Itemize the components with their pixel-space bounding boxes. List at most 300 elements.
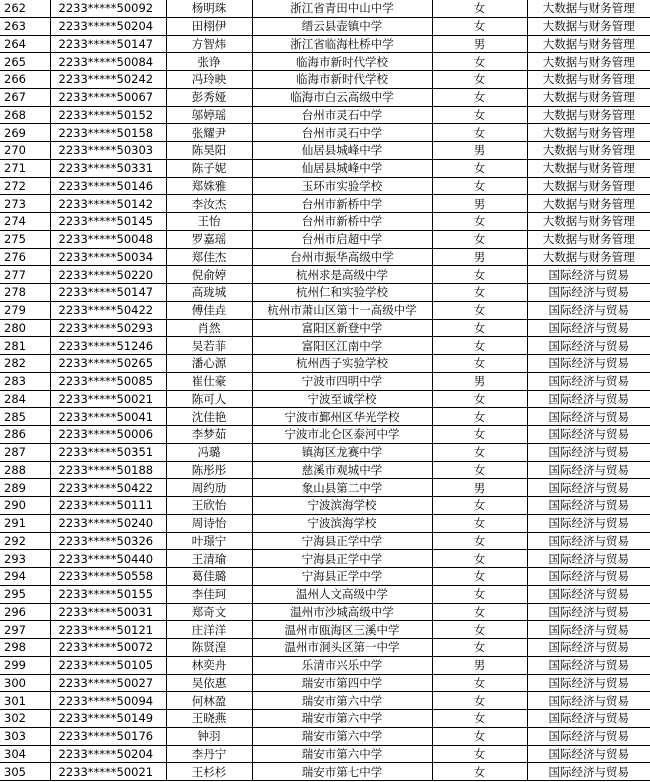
cell-major: 大数据与财务管理 <box>527 124 650 142</box>
table-row <box>0 763 650 781</box>
table-row <box>0 390 650 408</box>
cell-candidate-id: 2233*****50558 <box>50 568 166 586</box>
cell-candidate-id: 2233*****50142 <box>50 195 166 213</box>
cell-gender: 女 <box>432 710 527 728</box>
table-row <box>0 230 650 248</box>
cell-serial-number: 273 <box>0 195 50 213</box>
cell-candidate-id: 2233*****50331 <box>50 159 166 177</box>
cell-school: 台州市启超中学 <box>252 230 432 248</box>
cell-major: 国际经济与贸易 <box>527 692 650 710</box>
cell-candidate-id: 2233*****50121 <box>50 621 166 639</box>
cell-gender: 女 <box>432 497 527 515</box>
cell-student-name: 王清瑜 <box>166 550 252 568</box>
cell-student-name: 张诤 <box>166 53 252 71</box>
cell-school: 杭州西子实验学校 <box>252 355 432 373</box>
table-row <box>0 426 650 444</box>
cell-student-name: 吴若菲 <box>166 337 252 355</box>
cell-school: 临海市新时代学校 <box>252 53 432 71</box>
cell-school: 乐清市兴乐中学 <box>252 656 432 674</box>
cell-gender: 女 <box>432 763 527 781</box>
cell-school: 仙居县城峰中学 <box>252 142 432 160</box>
cell-serial-number: 301 <box>0 692 50 710</box>
cell-gender: 女 <box>432 88 527 106</box>
cell-gender: 女 <box>432 585 527 603</box>
table-row <box>0 639 650 657</box>
cell-serial-number: 272 <box>0 177 50 195</box>
cell-gender: 女 <box>432 337 527 355</box>
cell-serial-number: 285 <box>0 408 50 426</box>
cell-school: 台州市新桥中学 <box>252 213 432 231</box>
cell-gender: 女 <box>432 284 527 302</box>
cell-major: 大数据与财务管理 <box>527 159 650 177</box>
cell-serial-number: 276 <box>0 248 50 266</box>
cell-student-name: 冯玲映 <box>166 71 252 89</box>
table-row <box>0 53 650 71</box>
cell-student-name: 傅佳垚 <box>166 301 252 319</box>
cell-serial-number: 271 <box>0 159 50 177</box>
cell-serial-number: 290 <box>0 497 50 515</box>
cell-major: 国际经济与贸易 <box>527 603 650 621</box>
table-row <box>0 17 650 35</box>
cell-serial-number: 293 <box>0 550 50 568</box>
cell-student-name: 陈可人 <box>166 390 252 408</box>
cell-serial-number: 281 <box>0 337 50 355</box>
cell-gender: 男 <box>432 656 527 674</box>
cell-candidate-id: 2233*****50188 <box>50 461 166 479</box>
table-row <box>0 656 650 674</box>
cell-major: 大数据与财务管理 <box>527 177 650 195</box>
cell-gender: 女 <box>432 621 527 639</box>
cell-student-name: 田栩伊 <box>166 17 252 35</box>
cell-student-name: 何林盈 <box>166 692 252 710</box>
cell-major: 国际经济与贸易 <box>527 514 650 532</box>
cell-candidate-id: 2233*****50034 <box>50 248 166 266</box>
cell-major: 国际经济与贸易 <box>527 461 650 479</box>
cell-gender: 男 <box>432 248 527 266</box>
cell-serial-number: 284 <box>0 390 50 408</box>
cell-major: 大数据与财务管理 <box>527 35 650 53</box>
table-row <box>0 284 650 302</box>
cell-school: 杭州仁和实验学校 <box>252 284 432 302</box>
table-row <box>0 213 650 231</box>
cell-school: 台州市振华高级中学 <box>252 248 432 266</box>
cell-student-name: 王杉杉 <box>166 763 252 781</box>
cell-gender: 女 <box>432 745 527 763</box>
cell-school: 台州市灵石中学 <box>252 106 432 124</box>
cell-school: 临海市白云高级中学 <box>252 88 432 106</box>
cell-gender: 女 <box>432 17 527 35</box>
cell-serial-number: 298 <box>0 639 50 657</box>
table-row <box>0 319 650 337</box>
cell-school: 瑞安市第六中学 <box>252 745 432 763</box>
cell-student-name: 潘心源 <box>166 355 252 373</box>
cell-student-name: 钟羽 <box>166 727 252 745</box>
table-row <box>0 159 650 177</box>
cell-serial-number: 289 <box>0 479 50 497</box>
cell-student-name: 王怡 <box>166 213 252 231</box>
cell-student-name: 王晓燕 <box>166 710 252 728</box>
table-row <box>0 195 650 213</box>
cell-student-name: 彭秀娅 <box>166 88 252 106</box>
cell-candidate-id: 2233*****51246 <box>50 337 166 355</box>
cell-candidate-id: 2233*****50006 <box>50 426 166 444</box>
table-row <box>0 337 650 355</box>
cell-candidate-id: 2233*****50145 <box>50 213 166 231</box>
cell-major: 国际经济与贸易 <box>527 497 650 515</box>
cell-candidate-id: 2233*****50293 <box>50 319 166 337</box>
cell-major: 国际经济与贸易 <box>527 284 650 302</box>
table-row <box>0 408 650 426</box>
cell-serial-number: 262 <box>0 0 50 17</box>
table-row <box>0 177 650 195</box>
cell-school: 宁海县正学中学 <box>252 550 432 568</box>
cell-major: 大数据与财务管理 <box>527 195 650 213</box>
cell-student-name: 葛佳璐 <box>166 568 252 586</box>
cell-candidate-id: 2233*****50094 <box>50 692 166 710</box>
cell-serial-number: 282 <box>0 355 50 373</box>
cell-major: 大数据与财务管理 <box>527 142 650 160</box>
table-row <box>0 532 650 550</box>
cell-gender: 女 <box>432 461 527 479</box>
cell-student-name: 沈佳艳 <box>166 408 252 426</box>
cell-student-name: 陈贤湟 <box>166 639 252 657</box>
cell-gender: 女 <box>432 408 527 426</box>
cell-candidate-id: 2233*****50326 <box>50 532 166 550</box>
cell-student-name: 郑姝雅 <box>166 177 252 195</box>
cell-serial-number: 270 <box>0 142 50 160</box>
cell-school: 宁海县正学中学 <box>252 568 432 586</box>
cell-major: 国际经济与贸易 <box>527 745 650 763</box>
cell-candidate-id: 2233*****50440 <box>50 550 166 568</box>
cell-student-name: 倪俞婷 <box>166 266 252 284</box>
cell-school: 瑞安市第六中学 <box>252 692 432 710</box>
cell-student-name: 李佳珂 <box>166 585 252 603</box>
cell-gender: 男 <box>432 142 527 160</box>
cell-student-name: 方智炜 <box>166 35 252 53</box>
table-row <box>0 301 650 319</box>
cell-major: 国际经济与贸易 <box>527 550 650 568</box>
cell-student-name: 冯璐 <box>166 443 252 461</box>
cell-school: 宁波市四明中学 <box>252 372 432 390</box>
cell-major: 国际经济与贸易 <box>527 319 650 337</box>
cell-gender: 女 <box>432 0 527 17</box>
cell-serial-number: 291 <box>0 514 50 532</box>
cell-candidate-id: 2233*****50204 <box>50 17 166 35</box>
cell-serial-number: 299 <box>0 656 50 674</box>
table-row <box>0 568 650 586</box>
cell-student-name: 周约劢 <box>166 479 252 497</box>
cell-candidate-id: 2233*****50220 <box>50 266 166 284</box>
cell-candidate-id: 2233*****50111 <box>50 497 166 515</box>
cell-candidate-id: 2233*****50048 <box>50 230 166 248</box>
table-row <box>0 603 650 621</box>
cell-school: 温州市洞头区第一中学 <box>252 639 432 657</box>
cell-major: 大数据与财务管理 <box>527 88 650 106</box>
cell-school: 温州市瓯海区三溪中学 <box>252 621 432 639</box>
cell-serial-number: 283 <box>0 372 50 390</box>
cell-candidate-id: 2233*****50155 <box>50 585 166 603</box>
cell-major: 国际经济与贸易 <box>527 674 650 692</box>
cell-serial-number: 302 <box>0 710 50 728</box>
cell-major: 国际经济与贸易 <box>527 266 650 284</box>
cell-candidate-id: 2233*****50422 <box>50 479 166 497</box>
cell-school: 台州市新桥中学 <box>252 195 432 213</box>
cell-school: 宁波市北仑区泰河中学 <box>252 426 432 444</box>
table-row <box>0 461 650 479</box>
cell-serial-number: 300 <box>0 674 50 692</box>
cell-gender: 女 <box>432 355 527 373</box>
cell-major: 国际经济与贸易 <box>527 355 650 373</box>
cell-student-name: 王欣怡 <box>166 497 252 515</box>
table-row <box>0 142 650 160</box>
cell-candidate-id: 2233*****50067 <box>50 88 166 106</box>
cell-gender: 女 <box>432 550 527 568</box>
cell-serial-number: 305 <box>0 763 50 781</box>
table-row <box>0 497 650 515</box>
cell-candidate-id: 2233*****50152 <box>50 106 166 124</box>
cell-candidate-id: 2233*****50021 <box>50 390 166 408</box>
cell-candidate-id: 2233*****50041 <box>50 408 166 426</box>
cell-gender: 女 <box>432 106 527 124</box>
cell-candidate-id: 2233*****50158 <box>50 124 166 142</box>
cell-student-name: 郑奇文 <box>166 603 252 621</box>
cell-major: 国际经济与贸易 <box>527 337 650 355</box>
cell-gender: 女 <box>432 639 527 657</box>
cell-major: 国际经济与贸易 <box>527 390 650 408</box>
cell-serial-number: 278 <box>0 284 50 302</box>
cell-school: 临海市新时代学校 <box>252 71 432 89</box>
cell-gender: 女 <box>432 159 527 177</box>
cell-school: 宁波滨海学校 <box>252 497 432 515</box>
cell-major: 大数据与财务管理 <box>527 106 650 124</box>
cell-gender: 女 <box>432 514 527 532</box>
cell-gender: 男 <box>432 35 527 53</box>
cell-major: 大数据与财务管理 <box>527 71 650 89</box>
cell-school: 象山县第二中学 <box>252 479 432 497</box>
cell-candidate-id: 2233*****50105 <box>50 656 166 674</box>
cell-major: 大数据与财务管理 <box>527 0 650 17</box>
cell-serial-number: 286 <box>0 426 50 444</box>
cell-student-name: 高珑城 <box>166 284 252 302</box>
cell-gender: 男 <box>432 195 527 213</box>
cell-candidate-id: 2233*****50351 <box>50 443 166 461</box>
cell-gender: 女 <box>432 213 527 231</box>
table-row <box>0 621 650 639</box>
table-row <box>0 585 650 603</box>
table-row <box>0 727 650 745</box>
table-row <box>0 674 650 692</box>
cell-gender: 女 <box>432 568 527 586</box>
cell-student-name: 邬婷瑶 <box>166 106 252 124</box>
cell-serial-number: 275 <box>0 230 50 248</box>
cell-candidate-id: 2233*****50240 <box>50 514 166 532</box>
cell-serial-number: 274 <box>0 213 50 231</box>
cell-gender: 女 <box>432 532 527 550</box>
cell-candidate-id: 2233*****50021 <box>50 763 166 781</box>
cell-serial-number: 280 <box>0 319 50 337</box>
cell-school: 瑞安市第七中学 <box>252 763 432 781</box>
cell-student-name: 吴依惠 <box>166 674 252 692</box>
cell-candidate-id: 2233*****50422 <box>50 301 166 319</box>
cell-major: 大数据与财务管理 <box>527 248 650 266</box>
cell-major: 国际经济与贸易 <box>527 656 650 674</box>
cell-major: 国际经济与贸易 <box>527 763 650 781</box>
cell-major: 大数据与财务管理 <box>527 17 650 35</box>
cell-major: 国际经济与贸易 <box>527 710 650 728</box>
cell-major: 国际经济与贸易 <box>527 532 650 550</box>
cell-candidate-id: 2233*****50149 <box>50 710 166 728</box>
table-row <box>0 71 650 89</box>
cell-serial-number: 264 <box>0 35 50 53</box>
cell-school: 瑞安市第四中学 <box>252 674 432 692</box>
table-row <box>0 0 650 17</box>
cell-major: 国际经济与贸易 <box>527 621 650 639</box>
cell-student-name: 郑佳杰 <box>166 248 252 266</box>
cell-serial-number: 294 <box>0 568 50 586</box>
cell-gender: 女 <box>432 177 527 195</box>
table-row <box>0 692 650 710</box>
cell-major: 国际经济与贸易 <box>527 585 650 603</box>
cell-serial-number: 267 <box>0 88 50 106</box>
cell-school: 宁波市鄞州区华光学校 <box>252 408 432 426</box>
cell-candidate-id: 2233*****50072 <box>50 639 166 657</box>
cell-serial-number: 269 <box>0 124 50 142</box>
cell-student-name: 陈子妮 <box>166 159 252 177</box>
cell-major: 国际经济与贸易 <box>527 727 650 745</box>
table-row <box>0 710 650 728</box>
cell-student-name: 李梦茹 <box>166 426 252 444</box>
cell-student-name: 崔仕豪 <box>166 372 252 390</box>
table-row <box>0 479 650 497</box>
cell-candidate-id: 2233*****50027 <box>50 674 166 692</box>
cell-gender: 女 <box>432 53 527 71</box>
cell-major: 国际经济与贸易 <box>527 568 650 586</box>
cell-gender: 女 <box>432 692 527 710</box>
cell-major: 国际经济与贸易 <box>527 426 650 444</box>
table-row <box>0 35 650 53</box>
cell-school: 台州市灵石中学 <box>252 124 432 142</box>
cell-major: 大数据与财务管理 <box>527 213 650 231</box>
cell-school: 镇海区龙赛中学 <box>252 443 432 461</box>
cell-candidate-id: 2233*****50031 <box>50 603 166 621</box>
cell-gender: 女 <box>432 390 527 408</box>
cell-serial-number: 263 <box>0 17 50 35</box>
cell-serial-number: 265 <box>0 53 50 71</box>
cell-school: 富阳区新登中学 <box>252 319 432 337</box>
cell-candidate-id: 2233*****50084 <box>50 53 166 71</box>
cell-serial-number: 277 <box>0 266 50 284</box>
table-row <box>0 266 650 284</box>
cell-serial-number: 303 <box>0 727 50 745</box>
table-row <box>0 124 650 142</box>
cell-candidate-id: 2233*****50147 <box>50 35 166 53</box>
cell-school: 宁海县正学中学 <box>252 532 432 550</box>
cell-school: 缙云县壶镇中学 <box>252 17 432 35</box>
cell-candidate-id: 2233*****50146 <box>50 177 166 195</box>
table-row <box>0 372 650 390</box>
cell-school: 瑞安市第六中学 <box>252 727 432 745</box>
cell-major: 大数据与财务管理 <box>527 53 650 71</box>
cell-gender: 女 <box>432 319 527 337</box>
cell-student-name: 陈彤彤 <box>166 461 252 479</box>
cell-candidate-id: 2233*****50147 <box>50 284 166 302</box>
cell-school: 温州人文高级中学 <box>252 585 432 603</box>
cell-candidate-id: 2233*****50265 <box>50 355 166 373</box>
cell-school: 温州市沙城高级中学 <box>252 603 432 621</box>
cell-gender: 女 <box>432 266 527 284</box>
table-row <box>0 443 650 461</box>
cell-serial-number: 292 <box>0 532 50 550</box>
cell-serial-number: 266 <box>0 71 50 89</box>
cell-school: 杭州求是高级中学 <box>252 266 432 284</box>
cell-major: 国际经济与贸易 <box>527 301 650 319</box>
cell-student-name: 李汝杰 <box>166 195 252 213</box>
cell-school: 仙居县城峰中学 <box>252 159 432 177</box>
cell-student-name: 杨明珠 <box>166 0 252 17</box>
cell-school: 瑞安市第六中学 <box>252 710 432 728</box>
cell-serial-number: 296 <box>0 603 50 621</box>
cell-gender: 女 <box>432 230 527 248</box>
cell-gender: 女 <box>432 674 527 692</box>
cell-candidate-id: 2233*****50204 <box>50 745 166 763</box>
cell-major: 国际经济与贸易 <box>527 443 650 461</box>
cell-major: 国际经济与贸易 <box>527 372 650 390</box>
table-row <box>0 550 650 568</box>
cell-candidate-id: 2233*****50176 <box>50 727 166 745</box>
cell-student-name: 罗嘉瑶 <box>166 230 252 248</box>
table-row <box>0 355 650 373</box>
cell-gender: 女 <box>432 124 527 142</box>
cell-serial-number: 304 <box>0 745 50 763</box>
cell-student-name: 周诗怡 <box>166 514 252 532</box>
cell-serial-number: 279 <box>0 301 50 319</box>
cell-major: 大数据与财务管理 <box>527 230 650 248</box>
cell-gender: 女 <box>432 426 527 444</box>
cell-serial-number: 295 <box>0 585 50 603</box>
cell-candidate-id: 2233*****50242 <box>50 71 166 89</box>
cell-student-name: 李丹宁 <box>166 745 252 763</box>
cell-serial-number: 297 <box>0 621 50 639</box>
cell-serial-number: 268 <box>0 106 50 124</box>
cell-student-name: 林奕舟 <box>166 656 252 674</box>
cell-student-name: 叶璟宁 <box>166 532 252 550</box>
cell-serial-number: 288 <box>0 461 50 479</box>
cell-candidate-id: 2233*****50303 <box>50 142 166 160</box>
cell-major: 国际经济与贸易 <box>527 639 650 657</box>
cell-gender: 女 <box>432 727 527 745</box>
cell-gender: 女 <box>432 603 527 621</box>
cell-school: 宁波至诚学校 <box>252 390 432 408</box>
cell-school: 杭州市萧山区第十一高级中学 <box>252 301 432 319</box>
cell-gender: 男 <box>432 372 527 390</box>
cell-school: 宁波滨海学校 <box>252 514 432 532</box>
table-row <box>0 106 650 124</box>
table-row <box>0 88 650 106</box>
cell-gender: 女 <box>432 71 527 89</box>
cell-school: 玉环市实验学校 <box>252 177 432 195</box>
cell-student-name: 陈昊阳 <box>166 142 252 160</box>
cell-gender: 女 <box>432 443 527 461</box>
cell-student-name: 张耀尹 <box>166 124 252 142</box>
cell-candidate-id: 2233*****50092 <box>50 0 166 17</box>
cell-gender: 男 <box>432 479 527 497</box>
table-row <box>0 745 650 763</box>
cell-major: 国际经济与贸易 <box>527 479 650 497</box>
cell-school: 慈溪市观城中学 <box>252 461 432 479</box>
cell-serial-number: 287 <box>0 443 50 461</box>
cell-candidate-id: 2233*****50085 <box>50 372 166 390</box>
cell-school: 浙江省临海杜桥中学 <box>252 35 432 53</box>
